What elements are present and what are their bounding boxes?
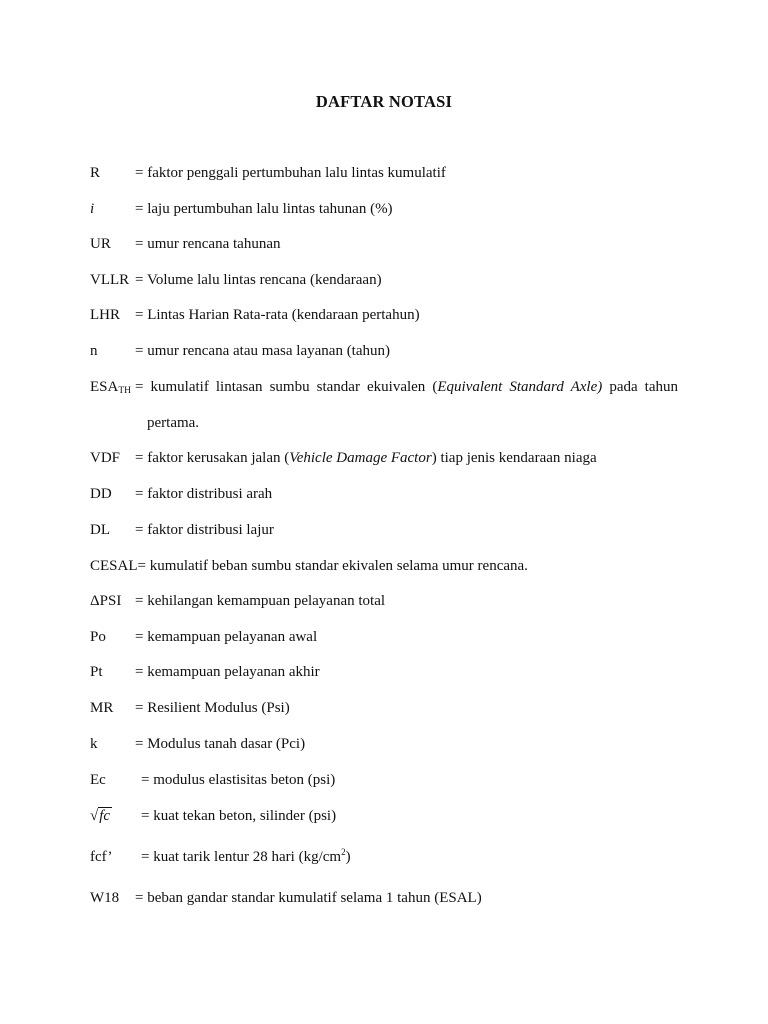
notation-definition-part2: pada tahun [602,379,679,395]
notation-row-esa [90,377,678,401]
notation-row-ec [90,770,678,790]
notation-symbol: DD [90,486,112,502]
notation-symbol [90,806,141,826]
notation-definition: = kemampuan pelayanan awal [135,629,318,645]
notation-definition: = kumulatif beban sumbu standar ekivalen selama umur rencana. [137,558,528,574]
page-title: DAFTAR NOTASI [315,92,453,111]
notation-symbol: i [90,201,95,217]
notation-row-ur [90,234,678,254]
notation-subscript: TH [118,386,132,396]
notation-symbol: UR [90,236,111,252]
notation-row-sqrt-fc [90,806,678,826]
notation-definition: = Resilient Modulus (Psi) [135,700,290,716]
notation-definition: = beban gandar standar kumulatif selama 1 tahun (ESAL) [135,890,482,906]
notation-definition-part2: ) tiap jenis kendaraan niaga [431,450,597,466]
notation-definition: = Lintas Harian Rata-rata (kendaraan pertahun) [135,307,420,323]
notation-row-lhr [90,305,678,325]
notation-row-cesal [90,556,678,576]
square-root-symbol: √fc [90,808,111,824]
notation-row-dd [90,484,678,504]
notation-symbol: ΔPSI [90,593,122,609]
notation-row-vdf [90,448,678,468]
notation-row-i [90,199,678,219]
notation-symbol: Ec [90,772,106,788]
notation-definition-part1: = kumulatif lintasan sumbu standar ekuivalen ( [135,379,438,395]
notation-definition: = kehilangan kemampuan pelayanan total [135,593,386,609]
notation-definition: = faktor distribusi lajur [135,522,274,538]
notation-symbol: R [90,165,101,181]
notation-row-delta-psi [90,591,678,611]
notation-symbol: LHR [90,307,120,323]
notation-definition-part1: = kuat tarik lentur 28 hari (kg/cm [141,849,342,865]
notation-definition-continued: pertama. [147,415,200,431]
notation-definition: = kemampuan pelayanan akhir [135,664,320,680]
notation-definition: = laju pertumbuhan lalu lintas tahunan (%) [135,201,393,217]
notation-definition: = modulus elastisitas beton (psi) [141,772,336,788]
notation-symbol: VLLR [90,272,130,288]
notation-symbol: MR [90,700,114,716]
notation-row-po [90,627,678,647]
notation-definition: = faktor distribusi arah [135,486,273,502]
notation-definition: = Volume lalu lintas rencana (kendaraan) [135,272,382,288]
notation-row-w18 [90,888,678,908]
notation-definition: = faktor penggali pertumbuhan lalu lintas kumulatif [135,165,446,181]
notation-row-k [90,734,678,754]
notation-row-fcf [90,842,678,867]
notation-row-dl [90,520,678,540]
notation-symbol: Pt [90,664,103,680]
notation-row-mr [90,698,678,718]
notation-row-n [90,341,678,361]
notation-row-vllr [90,270,678,290]
notation-symbol: Po [90,629,106,645]
notation-row-r [90,163,678,183]
notation-definition-italic: Equivalent Standard Axle) [437,379,603,395]
notation-symbol: W18 [90,890,120,906]
notation-definition: = Modulus tanah dasar (Pci) [135,736,306,752]
notation-definition: = kuat tekan beton, silinder (psi) [141,808,337,824]
notation-definition: = umur rencana tahunan [135,236,281,252]
notation-symbol: DL [90,522,110,538]
notation-definition-italic: Vehicle Damage Factor [289,450,432,466]
notation-superscript: 2 [341,847,346,857]
notation-definition: = umur rencana atau masa layanan (tahun) [135,343,391,359]
notation-symbol: n [90,343,98,359]
notation-symbol: VDF [90,450,121,466]
notation-symbol: CESAL [90,558,138,574]
notation-symbol: fcf’ [90,849,113,865]
notation-symbol: $ESA_{TH}$ [90,379,132,396]
notation-definition-part2: ) [345,849,351,865]
notation-definition-part1: = faktor kerusakan jalan ( [135,450,290,466]
notation-row-pt [90,662,678,682]
notation-symbol: k [90,736,98,752]
